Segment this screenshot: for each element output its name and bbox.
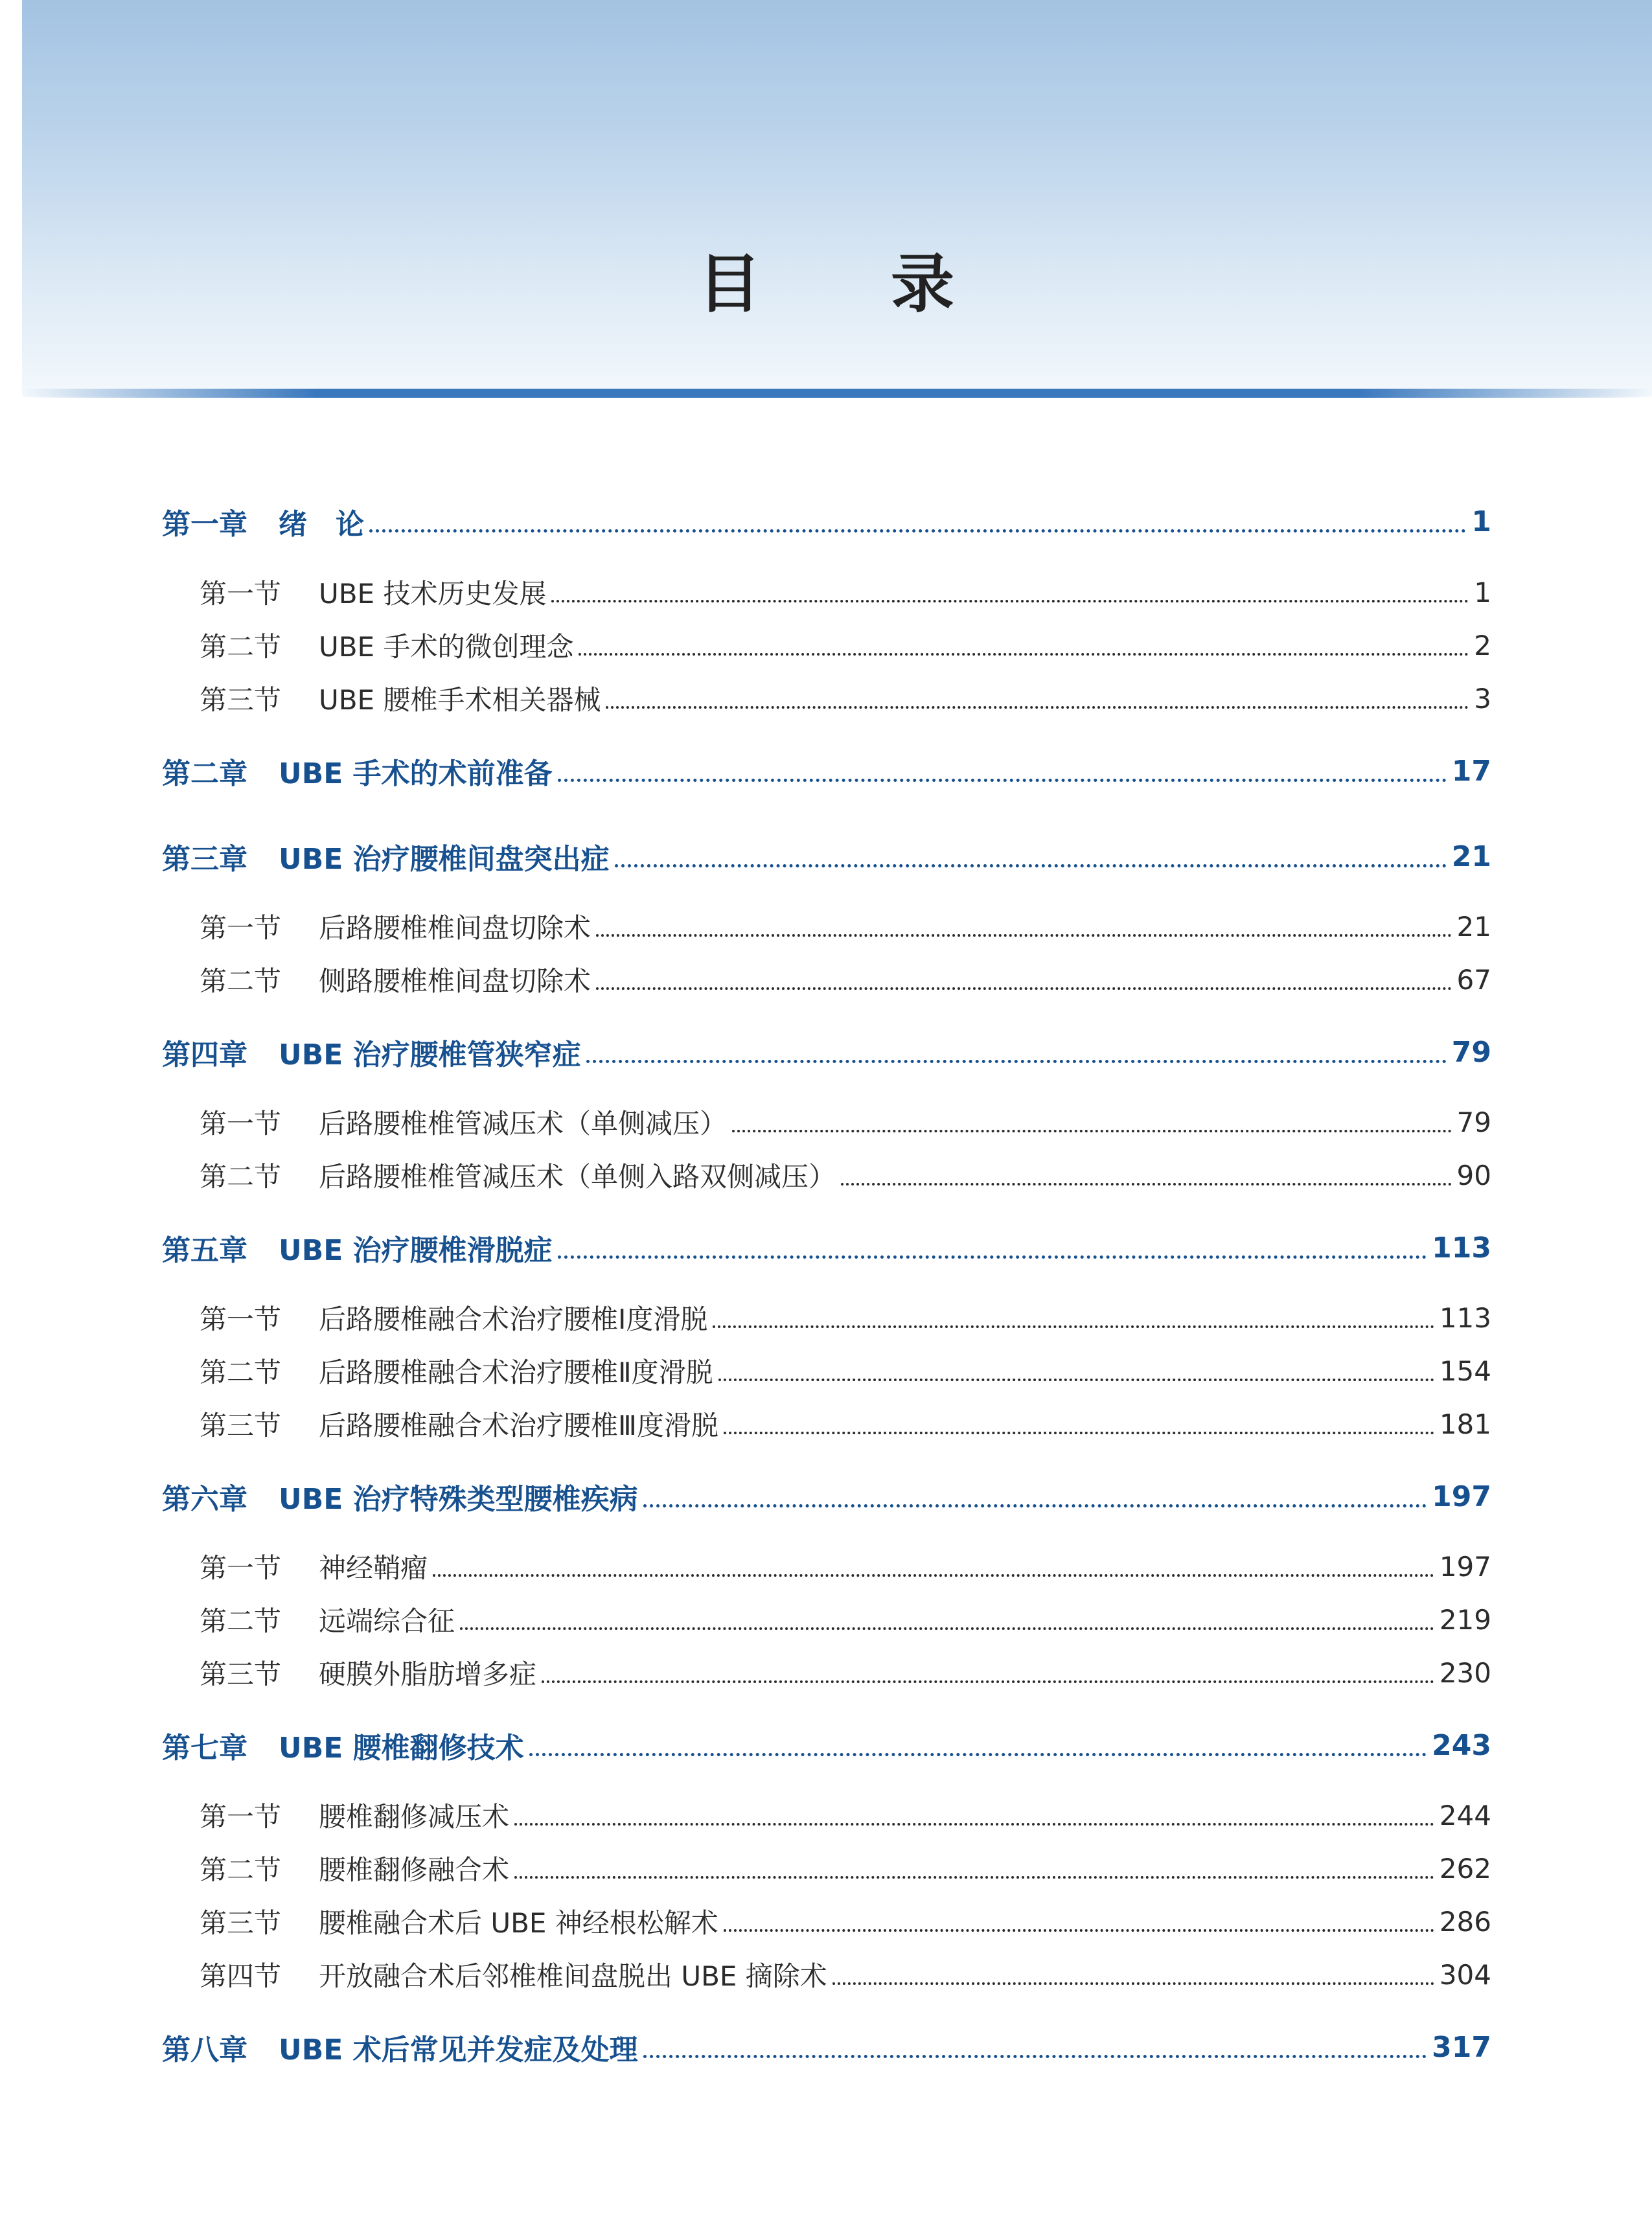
section-title: 后路腰椎融合术治疗腰椎Ⅱ度滑脱 xyxy=(319,1357,713,1388)
toc-section-entry[interactable] xyxy=(0,1351,1652,1390)
toc-section-entry[interactable] xyxy=(0,1849,1652,1888)
chapter-number: 第三章 xyxy=(162,843,247,876)
page-number: 317 xyxy=(1432,2030,1491,2064)
section-number: 第一节 xyxy=(200,1552,282,1584)
dot-leader xyxy=(596,987,1452,990)
toc-entry-heading xyxy=(0,960,591,999)
toc-section-entry[interactable] xyxy=(0,1600,1652,1639)
toc-entry-heading xyxy=(0,573,546,612)
dot-leader xyxy=(529,1753,1427,1756)
chapter-title: UBE 治疗腰椎滑脱症 xyxy=(279,1234,553,1267)
chapter-number: 第八章 xyxy=(162,2033,247,2067)
dot-leader xyxy=(551,600,1469,602)
toc-entry-heading xyxy=(0,750,553,792)
toc-chapter-entry[interactable] xyxy=(0,1033,1652,1071)
page-number: 113 xyxy=(1432,1231,1491,1265)
toc-entry-heading xyxy=(0,1298,707,1337)
toc-entry-heading xyxy=(0,1724,524,1766)
toc-chapter-entry[interactable] xyxy=(0,1726,1652,1765)
toc-entry-heading xyxy=(0,1849,509,1888)
toc-section-entry[interactable] xyxy=(0,1955,1652,1994)
chapter-title: UBE 治疗腰椎间盘突出症 xyxy=(279,843,610,876)
page-number: 79 xyxy=(1451,1035,1491,1069)
dot-leader xyxy=(596,934,1452,937)
toc-chapter-entry[interactable] xyxy=(0,751,1652,790)
page-number: 2 xyxy=(1474,629,1491,661)
toc-entry-heading xyxy=(0,836,610,877)
page-number: 304 xyxy=(1439,1958,1491,1991)
section-title: 开放融合术后邻椎椎间盘脱出 UBE 摘除术 xyxy=(319,1960,827,1992)
dot-leader xyxy=(643,2055,1427,2058)
section-number: 第一节 xyxy=(200,578,282,610)
toc-entry-heading xyxy=(0,1156,836,1195)
toc-entry-heading xyxy=(0,679,601,718)
page-number: 219 xyxy=(1439,1603,1491,1636)
dot-leader xyxy=(558,1255,1427,1259)
toc-entry-heading xyxy=(0,626,573,665)
section-title: 硬膜外脂肪增多症 xyxy=(319,1658,537,1690)
page-number: 197 xyxy=(1432,1480,1491,1513)
section-number: 第二节 xyxy=(200,1605,282,1637)
section-number: 第四节 xyxy=(200,1960,282,1992)
toc-entry-heading xyxy=(0,1547,428,1586)
toc-entry-heading xyxy=(0,1227,553,1268)
toc-section-entry[interactable] xyxy=(0,1103,1652,1141)
section-number: 第二节 xyxy=(200,965,282,997)
section-title: UBE 技术历史发展 xyxy=(319,578,547,610)
page-number: 113 xyxy=(1439,1301,1491,1334)
page-number: 230 xyxy=(1439,1656,1491,1689)
toc-section-entry[interactable] xyxy=(0,1547,1652,1586)
page-number: 244 xyxy=(1439,1799,1491,1831)
page-number: 154 xyxy=(1439,1355,1491,1387)
section-title: 后路腰椎融合术治疗腰椎Ⅲ度滑脱 xyxy=(319,1410,718,1441)
dot-leader xyxy=(586,1060,1447,1063)
toc-section-entry[interactable] xyxy=(0,1902,1652,1941)
toc-entry-heading xyxy=(0,1404,718,1443)
toc-section-entry[interactable] xyxy=(0,960,1652,999)
page-number: 243 xyxy=(1432,1728,1491,1762)
toc-entry-heading xyxy=(0,501,364,542)
chapter-number: 第一章 xyxy=(162,508,247,541)
section-title: 腰椎翻修减压术 xyxy=(319,1801,510,1833)
toc-entry-heading xyxy=(0,2026,638,2068)
toc-entry-heading xyxy=(0,1902,718,1941)
section-title: 腰椎翻修融合术 xyxy=(319,1854,510,1886)
section-number: 第一节 xyxy=(200,1303,282,1335)
section-number: 第三节 xyxy=(200,1658,282,1690)
page-number: 262 xyxy=(1439,1852,1491,1884)
page-number: 1 xyxy=(1474,576,1491,608)
dot-leader xyxy=(558,779,1447,782)
page-number: 1 xyxy=(1471,505,1491,538)
page-number: 90 xyxy=(1456,1159,1491,1191)
section-title: 远端综合征 xyxy=(319,1605,455,1637)
section-title: 后路腰椎融合术治疗腰椎Ⅰ度滑脱 xyxy=(319,1303,708,1335)
dot-leader xyxy=(433,1574,1434,1577)
toc-section-entry[interactable] xyxy=(0,1404,1652,1443)
page-number: 286 xyxy=(1439,1905,1491,1938)
toc-entry-heading xyxy=(0,1103,727,1141)
toc-entry-heading xyxy=(0,1031,581,1073)
toc-entry-heading xyxy=(0,1600,455,1639)
chapter-title: UBE 治疗特殊类型腰椎疾病 xyxy=(279,1483,638,1516)
dot-leader xyxy=(542,1680,1434,1683)
chapter-number: 第五章 xyxy=(162,1234,247,1267)
page-number: 181 xyxy=(1439,1408,1491,1440)
toc-entry-heading xyxy=(0,1351,713,1390)
section-number: 第二节 xyxy=(200,631,282,663)
page-title-char: 目 xyxy=(697,247,761,321)
toc-chapter-entry[interactable] xyxy=(0,837,1652,876)
toc-section-entry[interactable] xyxy=(0,1796,1652,1835)
toc-entry-heading xyxy=(0,1955,827,1994)
page-number: 3 xyxy=(1474,682,1491,715)
toc-chapter-entry[interactable] xyxy=(0,502,1652,541)
section-number: 第一节 xyxy=(200,912,282,944)
section-title: 后路腰椎椎管减压术（单侧入路双侧减压） xyxy=(319,1161,836,1193)
section-number: 第二节 xyxy=(200,1357,282,1388)
toc-entry-heading xyxy=(0,907,591,946)
dot-leader xyxy=(713,1325,1434,1328)
dot-leader xyxy=(643,1504,1427,1507)
dot-leader xyxy=(832,1982,1434,1985)
chapter-title: UBE 治疗腰椎管狭窄症 xyxy=(279,1038,581,1071)
toc-section-entry[interactable] xyxy=(0,679,1652,718)
section-number: 第三节 xyxy=(200,1907,282,1939)
dot-leader xyxy=(579,653,1469,656)
toc-section-entry[interactable] xyxy=(0,1653,1652,1692)
toc-entry-heading xyxy=(0,1796,509,1835)
section-title: 腰椎融合术后 UBE 神经根松解术 xyxy=(319,1907,718,1939)
page-number: 21 xyxy=(1451,840,1491,873)
section-number: 第二节 xyxy=(200,1854,282,1886)
dot-leader xyxy=(724,1432,1434,1434)
dot-leader xyxy=(724,1929,1434,1932)
toc-chapter-entry[interactable] xyxy=(0,1477,1652,1516)
page-number: 67 xyxy=(1456,963,1491,996)
dot-leader xyxy=(841,1183,1452,1185)
dot-leader xyxy=(514,1823,1434,1826)
toc-section-entry[interactable] xyxy=(0,626,1652,665)
page-number: 17 xyxy=(1451,754,1491,788)
chapter-number: 第二章 xyxy=(162,757,247,790)
dot-leader xyxy=(369,529,1466,533)
dot-leader xyxy=(718,1379,1434,1381)
page-number: 79 xyxy=(1456,1106,1491,1138)
page-title-char: 录 xyxy=(891,247,955,321)
section-title: UBE 手术的微创理念 xyxy=(319,631,574,663)
chapter-title: 绪 论 xyxy=(279,508,364,541)
toc-section-entry[interactable] xyxy=(0,907,1652,946)
chapter-title: UBE 手术的术前准备 xyxy=(279,757,553,790)
section-title: UBE 腰椎手术相关器械 xyxy=(319,684,601,716)
page-number: 197 xyxy=(1439,1550,1491,1583)
section-number: 第三节 xyxy=(200,684,282,716)
chapter-number: 第四章 xyxy=(162,1038,247,1071)
dot-leader xyxy=(460,1627,1434,1630)
toc-section-entry[interactable] xyxy=(0,1156,1652,1195)
toc-entry-heading xyxy=(0,1476,638,1517)
toc-entry-heading xyxy=(0,1653,536,1692)
page-number: 21 xyxy=(1456,910,1491,943)
chapter-title: UBE 术后常见并发症及处理 xyxy=(279,2033,638,2067)
dot-leader xyxy=(606,706,1469,709)
section-title: 后路腰椎椎间盘切除术 xyxy=(319,912,591,944)
toc-section-entry[interactable] xyxy=(0,1298,1652,1337)
section-title: 侧路腰椎椎间盘切除术 xyxy=(319,965,591,997)
toc-chapter-entry[interactable] xyxy=(0,2028,1652,2067)
section-number: 第三节 xyxy=(200,1410,282,1441)
dot-leader xyxy=(615,864,1447,867)
section-number: 第一节 xyxy=(200,1108,282,1140)
chapter-number: 第七章 xyxy=(162,1732,247,1765)
toc-section-entry[interactable] xyxy=(0,573,1652,612)
section-number: 第一节 xyxy=(200,1801,282,1833)
chapter-number: 第六章 xyxy=(162,1483,247,1516)
chapter-title: UBE 腰椎翻修技术 xyxy=(279,1732,524,1765)
section-title: 神经鞘瘤 xyxy=(319,1552,428,1584)
section-title: 后路腰椎椎管减压术（单侧减压） xyxy=(319,1108,728,1140)
section-number: 第二节 xyxy=(200,1161,282,1193)
dot-leader xyxy=(732,1130,1452,1132)
dot-leader xyxy=(514,1876,1434,1879)
toc-chapter-entry[interactable] xyxy=(0,1228,1652,1267)
